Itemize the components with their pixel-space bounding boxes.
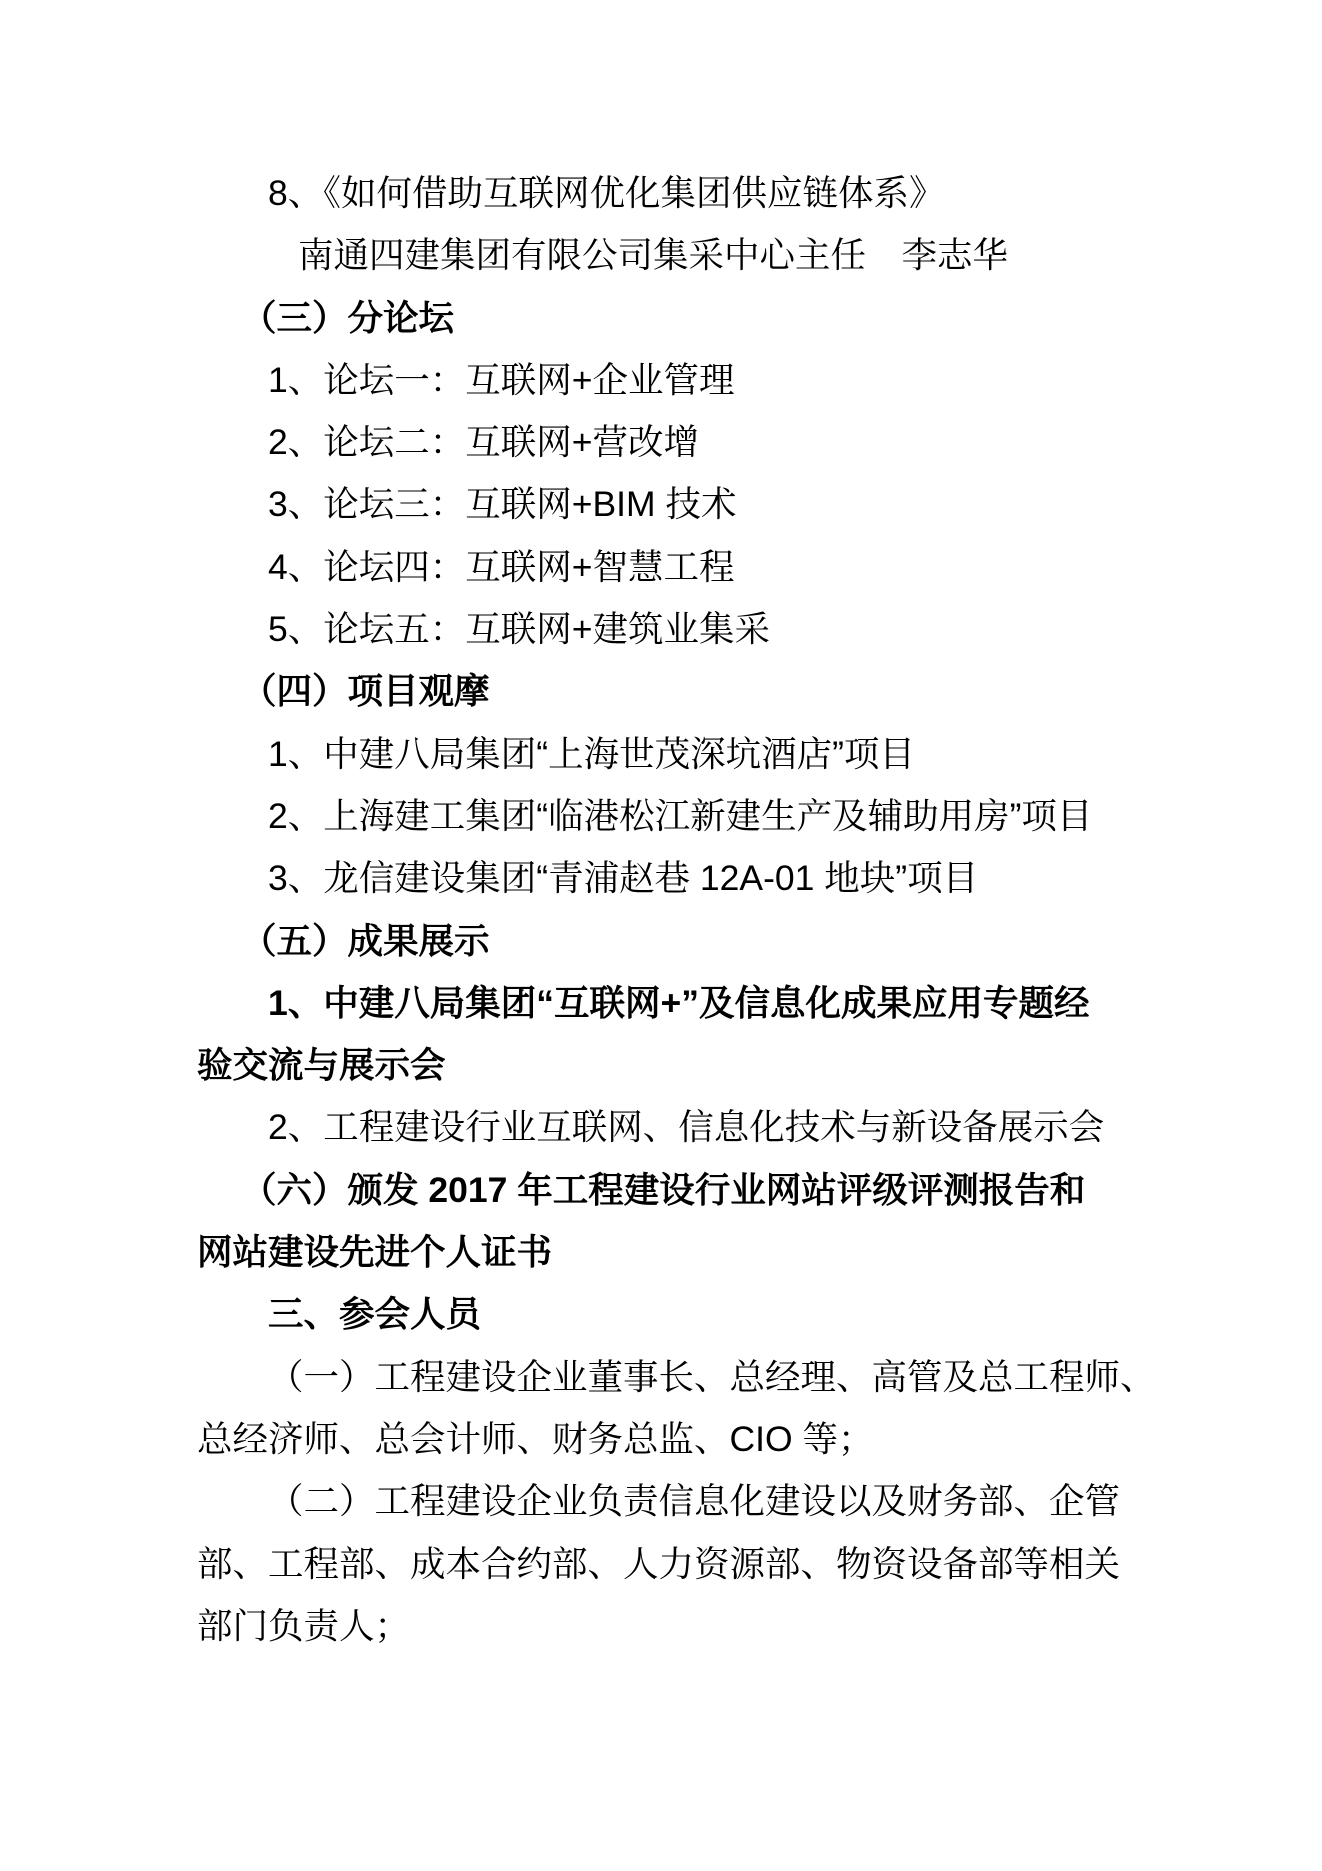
text-line: 3、龙信建设集团“青浦赵巷 12A-01 地块”项目 — [268, 858, 979, 899]
text-line: 南通四建集团有限公司集采中心主任 李志华 — [298, 235, 1009, 276]
text-line: 2、工程建设行业互联网、信息化技术与新设备展示会 — [268, 1107, 1105, 1148]
text-line: 网站建设先进个人证书 — [197, 1232, 553, 1273]
text-line: （六）颁发 2017 年工程建设行业网站评级评测报告和 — [241, 1169, 1086, 1210]
text-line: 部门负责人； — [197, 1605, 411, 1646]
text-line: 验交流与展示会 — [197, 1045, 446, 1086]
text-line: 2、上海建工集团“临港松江新建生产及辅助用房”项目 — [268, 795, 1093, 836]
text-line: 8、《如何借助互联网优化集团供应链体系》 — [268, 173, 945, 213]
text-line: 三、参会人员 — [268, 1294, 482, 1335]
text-line: 1、论坛一：互联网+企业管理 — [268, 359, 735, 400]
text-line: 3、论坛三：互联网+BIM 技术 — [268, 484, 737, 525]
document-body — [197, 162, 1157, 1657]
text-line: 总经济师、总会计师、财务总监、CIO 等； — [197, 1418, 874, 1459]
text-line: （二）工程建设企业负责信息化建设以及财务部、企管 — [268, 1481, 1121, 1522]
text-line: 2、论坛二：互联网+营改增 — [268, 422, 699, 463]
text-line: （一）工程建设企业董事长、总经理、高管及总工程师、 — [268, 1356, 1156, 1397]
text-line: 部、工程部、成本合约部、人力资源部、物资设备部等相关 — [197, 1543, 1121, 1584]
text-line: （三）分论坛 — [241, 297, 455, 338]
text-line: 1、中建八局集团“互联网+”及信息化成果应用专题经 — [268, 982, 1090, 1023]
text-line: 1、中建八局集团“上海世茂深坑酒店”项目 — [268, 733, 915, 774]
text-line: 5、论坛五：互联网+建筑业集采 — [268, 609, 770, 650]
text-line: （五）成果展示 — [241, 920, 490, 961]
text-line: （四）项目观摩 — [241, 671, 490, 712]
text-line: 4、论坛四：互联网+智慧工程 — [268, 546, 735, 587]
